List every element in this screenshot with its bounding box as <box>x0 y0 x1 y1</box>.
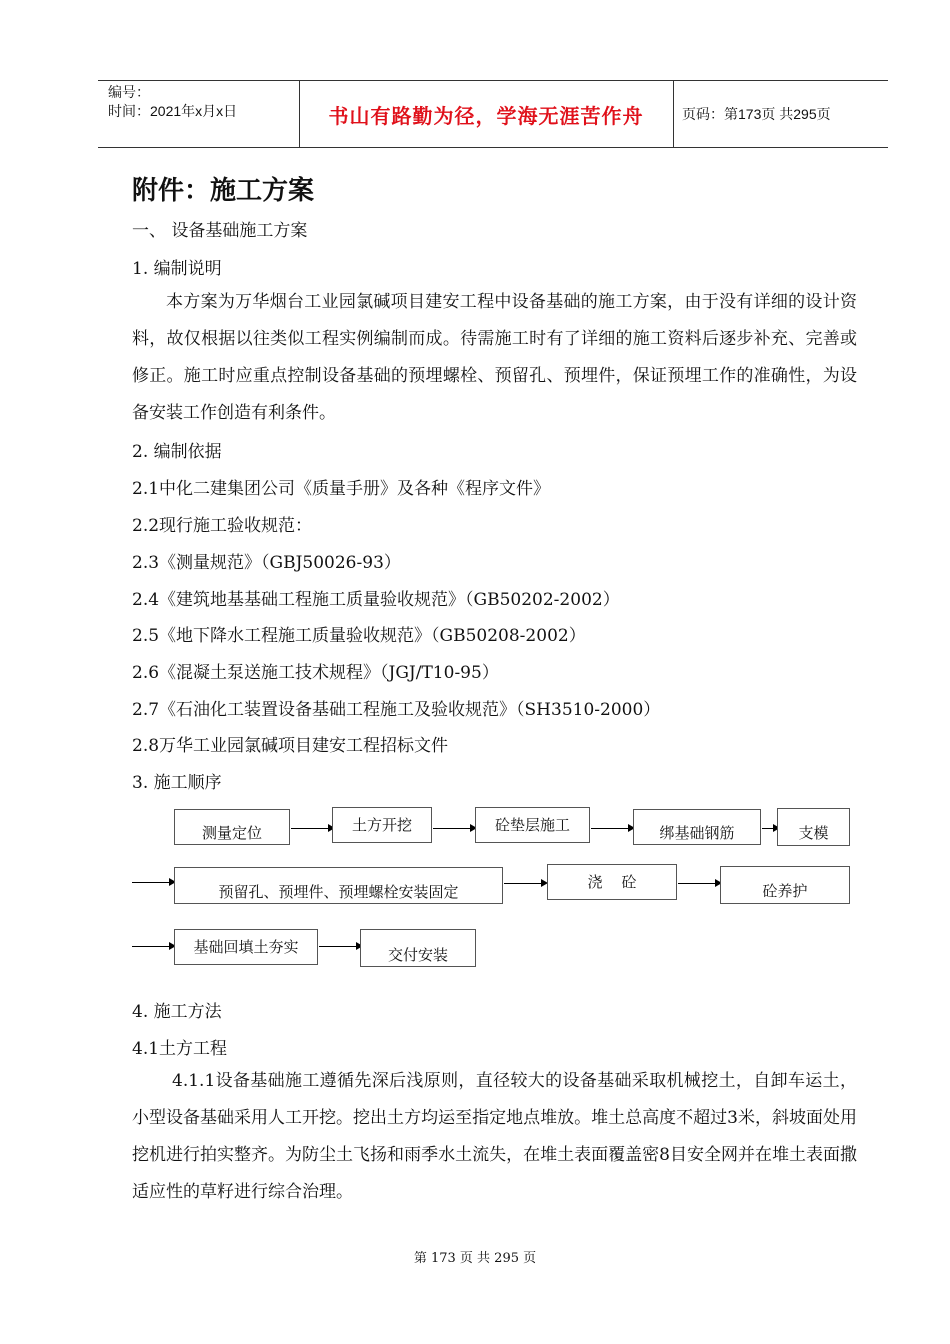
basis-item: 2.1中化二建集团公司《质量手册》及各种《程序文件》 <box>132 479 551 499</box>
body-paragraph: 4.1.1设备基础施工遵循先深后浅原则，直径较大的设备基础采取机械挖土，自卸车运土，小型设备基础采用人工开挖。挖出土方均运至指定地点堆放。堆土总高度不超过3米，斜坡面处用挖机进行拍实整齐。为防尘土飞扬和雨季水土流失，在堆土表面覆盖密8目安全网并在堆土表面撒适应性的草籽进行综合治理。 <box>132 1071 857 1202</box>
flow-step: 砼养护 <box>720 866 850 904</box>
flow-arrow <box>433 828 471 829</box>
header-page-info: 页码：第173页 共295页 <box>682 106 831 122</box>
flow-step: 浇 砼 <box>547 864 677 900</box>
basis-item: 2.2现行施工验收规范： <box>132 516 313 536</box>
flow-arrow <box>132 882 170 883</box>
basis-item: 2.5《地下降水工程施工质量验收规范》（GB50208-2002） <box>132 626 586 646</box>
flow-arrow <box>591 828 629 829</box>
header-bottom-rule <box>98 147 888 148</box>
basis-item: 2.4《建筑地基基础工程施工质量验收规范》（GB50202-2002） <box>132 590 620 610</box>
flow-arrow <box>504 883 542 884</box>
basis-item: 2.6《混凝土泵送施工技术规程》（JGJ/T10-95） <box>132 663 499 683</box>
flow-step: 砼垫层施工 <box>475 807 590 843</box>
header-top-rule <box>98 80 888 81</box>
subsection-heading: 4. 施工方法 <box>132 1002 222 1022</box>
subsection-heading: 1. 编制说明 <box>132 259 222 279</box>
subsection-heading: 4.1土方工程 <box>132 1039 228 1059</box>
header-motto: 书山有路勤为径，学海无涯苦作舟 <box>328 104 644 128</box>
basis-item: 2.8万华工业园氯碱项目建安工程招标文件 <box>132 736 449 756</box>
header-divider <box>673 80 674 147</box>
basis-item: 2.3《测量规范》（GBJ50026-93） <box>132 553 401 573</box>
flow-step: 交付安装 <box>360 929 476 967</box>
flow-arrow <box>678 883 716 884</box>
flow-step: 土方开挖 <box>332 807 432 843</box>
flow-arrow <box>291 828 329 829</box>
section-heading: 一、 设备基础施工方案 <box>132 221 308 241</box>
flow-step: 支模 <box>777 808 850 846</box>
page-title: 附件：施工方案 <box>132 176 315 206</box>
time-label: 时间：2021年x月x日 <box>108 103 238 119</box>
flow-step: 测量定位 <box>174 809 290 845</box>
flow-step: 基础回填土夯实 <box>174 929 318 965</box>
body-paragraph: 本方案为万华烟台工业园氯碱项目建安工程中设备基础的施工方案，由于没有详细的设计资料，故仅根据以往类似工程实例编制而成。待需施工时有了详细的施工资料后逐步补充、完善或修正。施工时应重点控制设备基础的预埋螺栓、预留孔、预埋件，保证预埋工作的准确性，为设备安装工作创造有利条件。 <box>132 292 857 423</box>
subsection-heading: 2. 编制依据 <box>132 442 222 462</box>
flow-arrow <box>762 828 774 829</box>
flow-step: 预留孔、预埋件、预埋螺栓安装固定 <box>174 867 503 904</box>
page-footer: 第 173 页 共 295 页 <box>413 1251 537 1266</box>
flow-arrow <box>132 946 170 947</box>
flow-step: 绑基础钢筋 <box>633 809 761 845</box>
basis-item: 2.7《石油化工装置设备基础工程施工及验收规范》（SH3510-2000） <box>132 700 661 720</box>
subsection-heading: 3. 施工顺序 <box>132 773 222 793</box>
flow-arrow <box>319 946 357 947</box>
serial-label: 编号： <box>108 84 150 100</box>
